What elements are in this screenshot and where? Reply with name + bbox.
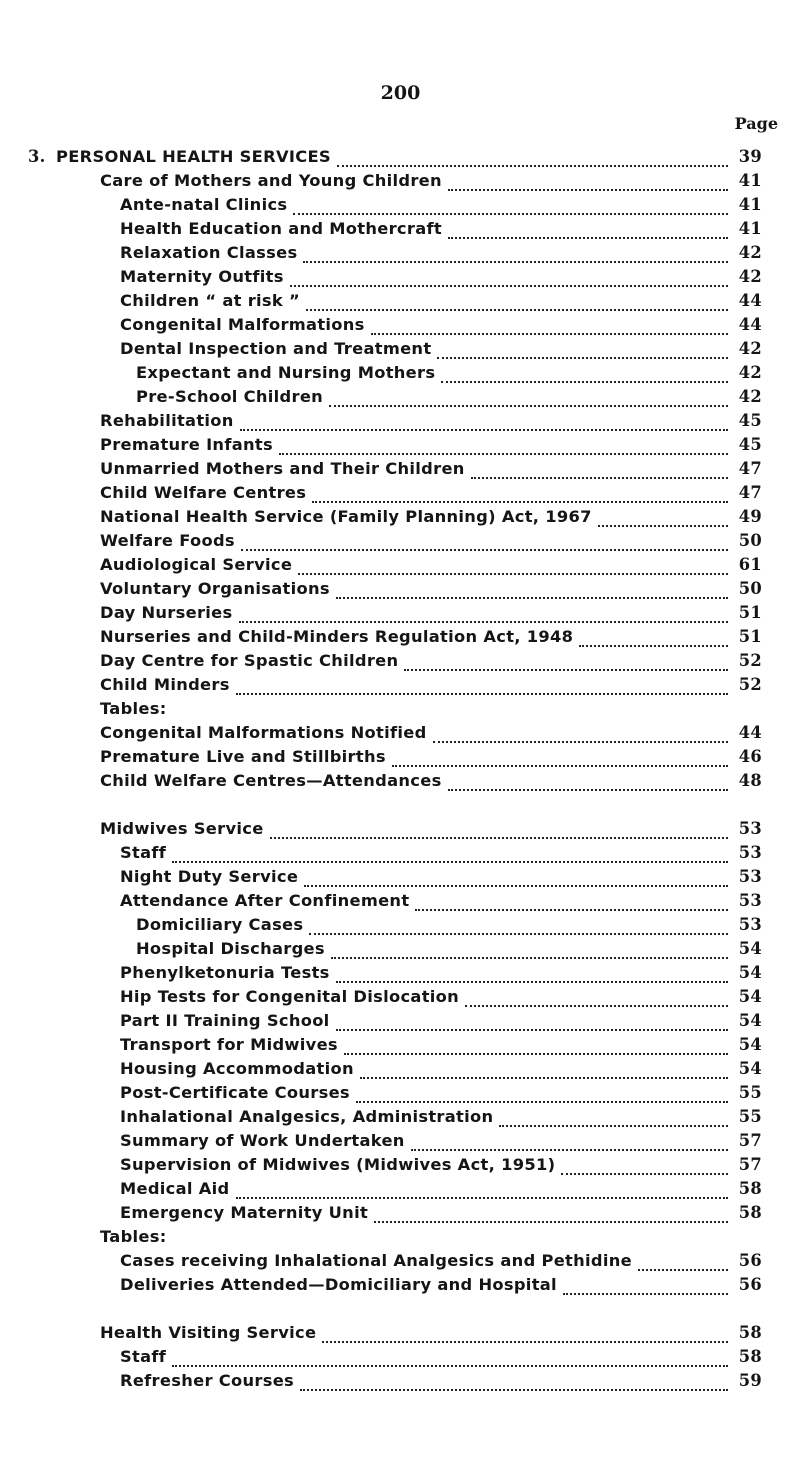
toc-label: Inhalational Analgesics, Administration: [120, 1107, 494, 1126]
toc-page: 53: [738, 891, 762, 910]
toc-label: Hospital Discharges: [136, 939, 325, 958]
toc-page: 51: [738, 627, 762, 646]
page-number: 200: [380, 82, 421, 104]
toc-page: 45: [738, 435, 762, 454]
toc-page: 54: [738, 939, 762, 958]
toc-row: [120, 867, 762, 891]
toc-row: [120, 843, 762, 867]
toc-row: [136, 363, 762, 387]
dot-leader: [499, 1113, 728, 1127]
toc-row: [120, 243, 762, 267]
toc-page: 50: [738, 531, 762, 550]
toc-page: 42: [738, 363, 762, 382]
toc-page: 44: [738, 291, 762, 310]
toc-row: [100, 675, 762, 699]
toc-page: 47: [738, 483, 762, 502]
toc-label: Medical Aid: [120, 1179, 230, 1198]
toc-label: Part II Training School: [120, 1011, 330, 1030]
toc-row: [100, 435, 762, 459]
toc-row: [120, 339, 762, 363]
toc-page: 53: [738, 843, 762, 862]
dot-leader: [471, 465, 728, 479]
dot-leader: [448, 177, 728, 191]
toc-label: Phenylketonuria Tests: [120, 963, 330, 982]
toc-label: Staff: [120, 843, 167, 862]
toc-label: Nurseries and Child-Minders Regulation Act, 1948: [100, 627, 574, 646]
toc-row: [100, 579, 762, 603]
toc-row-personal-health-services: [0, 147, 762, 171]
toc-label: Congenital Malformations Notified: [100, 723, 427, 742]
dot-leader: [331, 945, 728, 959]
dot-leader: [236, 681, 728, 695]
toc-row: [120, 1107, 762, 1131]
dot-leader: [336, 585, 728, 599]
toc-label: Pre-School Children: [136, 387, 324, 406]
dot-leader: [441, 369, 728, 383]
toc-label: Unmarried Mothers and Their Children: [100, 459, 465, 478]
toc-page: 39: [738, 147, 762, 166]
toc-label: Health Visiting Service: [100, 1323, 317, 1342]
dot-leader: [563, 1281, 728, 1295]
toc-page: 53: [738, 819, 762, 838]
dot-leader: [337, 153, 728, 167]
dot-leader: [371, 321, 728, 335]
dot-leader: [638, 1257, 728, 1271]
toc-row: [120, 963, 762, 987]
toc-row: [120, 1083, 762, 1107]
toc-row: [120, 1131, 762, 1155]
dot-leader: [448, 225, 728, 239]
toc-page: 58: [738, 1203, 762, 1222]
toc-page: 54: [738, 963, 762, 982]
toc-row: [120, 1371, 762, 1395]
toc-label: Supervision of Midwives (Midwives Act, 1951): [120, 1155, 556, 1174]
toc-row: [100, 771, 762, 795]
dot-leader: [344, 1041, 728, 1055]
dot-leader: [298, 561, 728, 575]
toc-row: [100, 627, 762, 651]
toc-label: Day Centre for Spastic Children: [100, 651, 399, 670]
dot-leader: [300, 1377, 728, 1391]
toc-label: Attendance After Confinement: [120, 891, 410, 910]
toc-row: [120, 891, 762, 915]
toc-label: Deliveries Attended—Domiciliary and Hospital: [120, 1275, 557, 1294]
toc-label: Night Duty Service: [120, 867, 299, 886]
section-number: 3.: [28, 147, 46, 166]
toc-page: 57: [738, 1131, 762, 1150]
dot-leader: [561, 1161, 728, 1175]
toc-label: Summary of Work Undertaken: [120, 1131, 405, 1150]
toc-row: [120, 219, 762, 243]
toc-row: [100, 819, 762, 843]
toc-page: 50: [738, 579, 762, 598]
toc-label: Child Minders: [100, 675, 230, 694]
toc-page: 55: [738, 1083, 762, 1102]
toc-label: Congenital Malformations: [120, 315, 365, 334]
toc-label: Emergency Maternity Unit: [120, 1203, 369, 1222]
toc-label: Health Education and Mothercraft: [120, 219, 442, 238]
dot-leader: [290, 273, 728, 287]
toc-page: 53: [738, 867, 762, 886]
dot-leader: [598, 513, 728, 527]
dot-leader: [239, 609, 728, 623]
dot-leader: [415, 897, 728, 911]
toc-label: Day Nurseries: [100, 603, 233, 622]
toc-row: [100, 651, 762, 675]
toc-row: [120, 1011, 762, 1035]
dot-leader: [270, 825, 728, 839]
toc-page: 52: [738, 651, 762, 670]
toc-label: Premature Infants: [100, 435, 273, 454]
toc-row: [120, 1059, 762, 1083]
toc-label: Cases receiving Inhalational Analgesics and Pethidine: [120, 1251, 632, 1270]
toc-label: PERSONAL HEALTH SERVICES: [56, 147, 331, 166]
toc-page: 41: [738, 171, 762, 190]
toc-label: Transport for Midwives: [120, 1035, 338, 1054]
toc-page: 47: [738, 459, 762, 478]
toc-label: Midwives Service: [100, 819, 264, 838]
toc-page: 58: [738, 1179, 762, 1198]
toc-page: 45: [738, 411, 762, 430]
toc-page: 42: [738, 243, 762, 262]
dot-leader: [392, 753, 728, 767]
toc-row: [120, 195, 762, 219]
toc-label: Children “ at risk ”: [120, 291, 300, 310]
toc-page: 54: [738, 987, 762, 1006]
toc-page: 42: [738, 267, 762, 286]
toc-page: 54: [738, 1011, 762, 1030]
page-column-label: Page: [734, 114, 778, 133]
toc-label: Staff: [120, 1347, 167, 1366]
toc-label: Housing Accommodation: [120, 1059, 354, 1078]
toc-label: Refresher Courses: [120, 1371, 295, 1390]
toc-page: 55: [738, 1107, 762, 1126]
toc-label: Hip Tests for Congenital Dislocation: [120, 987, 460, 1006]
toc-row: [100, 603, 762, 627]
dot-leader: [303, 249, 728, 263]
dot-leader: [329, 393, 728, 407]
toc-page: 51: [738, 603, 762, 622]
toc-row: [100, 507, 762, 531]
dot-leader: [312, 489, 728, 503]
toc-label: Voluntary Organisations: [100, 579, 330, 598]
toc-row: [100, 171, 762, 195]
toc-page: 56: [738, 1251, 762, 1270]
toc-row: [120, 1347, 762, 1371]
dot-leader: [374, 1209, 728, 1223]
toc-page: 49: [738, 507, 762, 526]
toc-label: Audiological Service: [100, 555, 293, 574]
toc-page: 41: [738, 219, 762, 238]
tables-heading: Tables:: [100, 1227, 167, 1246]
toc-page: 54: [738, 1035, 762, 1054]
toc-label: Welfare Foods: [100, 531, 235, 550]
toc-label: Rehabilitation: [100, 411, 234, 430]
dot-leader: [322, 1329, 728, 1343]
dot-leader: [241, 537, 728, 551]
toc-row: [120, 1275, 762, 1299]
toc-row: [120, 315, 762, 339]
toc-row: [100, 531, 762, 555]
toc-label: Expectant and Nursing Mothers: [136, 363, 436, 382]
dot-leader: [465, 993, 728, 1007]
toc-page: 61: [738, 555, 762, 574]
toc-label: Maternity Outfits: [120, 267, 284, 286]
toc-label: Care of Mothers and Young Children: [100, 171, 442, 190]
dot-leader: [360, 1065, 728, 1079]
toc-page: 58: [738, 1347, 762, 1366]
toc-label: Ante-natal Clinics: [120, 195, 288, 214]
toc-row: [100, 411, 762, 435]
dot-leader: [279, 441, 728, 455]
toc-label: Dental Inspection and Treatment: [120, 339, 432, 358]
dot-leader: [356, 1089, 728, 1103]
tables-heading: Tables:: [100, 699, 167, 718]
toc-row: [120, 291, 762, 315]
toc-row: [120, 1035, 762, 1059]
dot-leader: [172, 1353, 728, 1367]
toc-page: 44: [738, 723, 762, 742]
toc-row: [120, 987, 762, 1011]
toc-page: 58: [738, 1323, 762, 1342]
dot-leader: [336, 1017, 728, 1031]
toc-row: [136, 387, 762, 411]
toc-row: [100, 1323, 762, 1347]
toc-row: [136, 915, 762, 939]
dot-leader: [306, 297, 728, 311]
toc-page: 57: [738, 1155, 762, 1174]
toc-label: Child Welfare Centres—Attendances: [100, 771, 442, 790]
toc-label: Premature Live and Stillbirths: [100, 747, 386, 766]
toc-page: 53: [738, 915, 762, 934]
toc-page: 42: [738, 387, 762, 406]
toc-row: [120, 1203, 762, 1227]
toc-row: [100, 459, 762, 483]
toc-page: 54: [738, 1059, 762, 1078]
toc-row: [120, 1251, 762, 1275]
dot-leader: [236, 1185, 728, 1199]
toc-label: National Health Service (Family Planning) Act, 1967: [100, 507, 592, 526]
toc-page: 56: [738, 1275, 762, 1294]
toc-row: [100, 723, 762, 747]
toc-label: Domiciliary Cases: [136, 915, 304, 934]
toc-page: 41: [738, 195, 762, 214]
dot-leader: [433, 729, 728, 743]
dot-leader: [448, 777, 728, 791]
dot-leader: [437, 345, 728, 359]
toc-page: 48: [738, 771, 762, 790]
dot-leader: [404, 657, 728, 671]
toc-row: [120, 1155, 762, 1179]
dot-leader: [309, 921, 728, 935]
toc-row: [136, 939, 762, 963]
dot-leader: [304, 873, 728, 887]
toc-page: 59: [738, 1371, 762, 1390]
toc-row: [100, 483, 762, 507]
toc-page: 46: [738, 747, 762, 766]
toc-row: [120, 267, 762, 291]
toc-page: 52: [738, 675, 762, 694]
toc-label: Relaxation Classes: [120, 243, 298, 262]
dot-leader: [293, 201, 728, 215]
toc-label: Child Welfare Centres: [100, 483, 307, 502]
dot-leader: [411, 1137, 728, 1151]
toc-page: 42: [738, 339, 762, 358]
dot-leader: [172, 849, 728, 863]
toc-row: [120, 1179, 762, 1203]
toc-label: Post-Certificate Courses: [120, 1083, 350, 1102]
toc-row: [100, 747, 762, 771]
dot-leader: [240, 417, 728, 431]
dot-leader: [579, 633, 728, 647]
toc-page: 44: [738, 315, 762, 334]
toc-row: [100, 555, 762, 579]
dot-leader: [336, 969, 728, 983]
